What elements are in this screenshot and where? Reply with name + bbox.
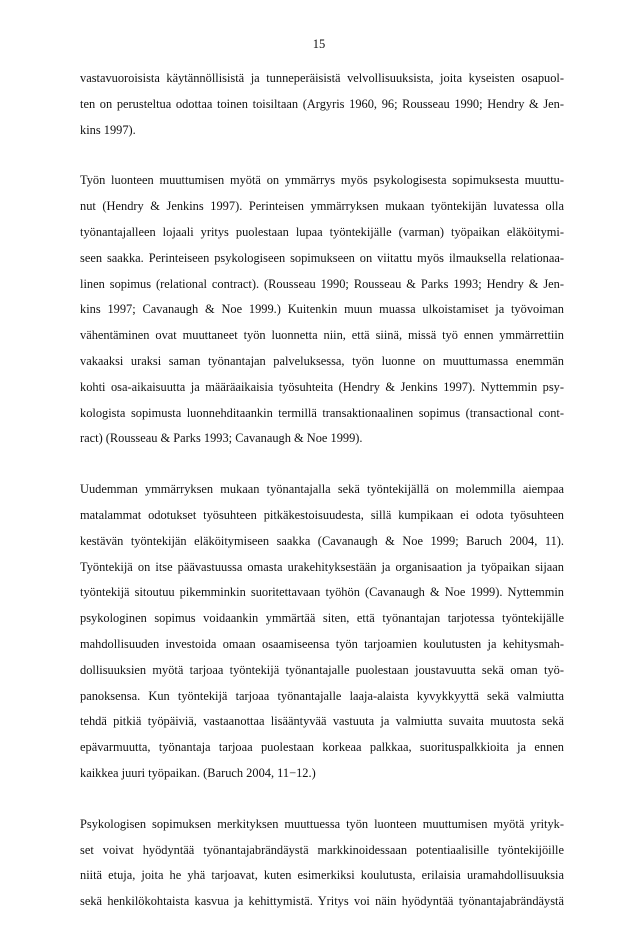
text-line: Psykologisen sopimuksen merkityksen muuttuessa työn luonteen muuttumisen myötä yrityk- bbox=[80, 816, 564, 831]
text-line: työntekijä sitoutuu pikemminkin suoritettavaan työhön (Cavanaugh & Noe 1999). Nyttemmin bbox=[80, 585, 564, 600]
text-line: vähentäminen ovat muuttaneet työn luonnetta niin, että siinä, missä työ ennen ymmärrettiin bbox=[80, 328, 564, 343]
text-line: kestävän työntekijän eläköitymiseen saakka (Cavanaugh & Noe 1999; Baruch 2004, 11). bbox=[80, 533, 564, 548]
text-line: työnantajalleen lojaali yritys puolestaan lupaa työntekijälle (varman) työpaikan eläköitymi- bbox=[80, 224, 564, 239]
text-line: nut (Hendry & Jenkins 1997). Perinteisen ymmärryksen mukaan työntekijän luvatessa olla bbox=[80, 199, 564, 214]
text-line: kins 1997; Cavanaugh & Noe 1999.) Kuitenkin muun muassa ulkoistamiset ja työvoiman bbox=[80, 302, 564, 317]
paragraph-3 bbox=[80, 477, 564, 787]
text-line: kins 1997). bbox=[80, 122, 136, 137]
text-line: mahdollisuuden investoida omaan osaamiseensa työn tarjoamien koulutusten ja kehitysmah- bbox=[80, 636, 564, 651]
text-line: Työntekijä on itse päävastuussa omasta urakehityksestään ja organisaation ja työpaikan sijaan bbox=[80, 559, 564, 574]
text-line: epävarmuutta, työnantaja tarjoaa puolestaan korkeaa palkkaa, suorituspalkkioita ja ennen bbox=[80, 740, 564, 755]
text-line: linen sopimus (relational contract). (Rousseau 1990; Rousseau & Parks 1993; Hendry & Jen- bbox=[80, 276, 564, 291]
text-line: ten on perusteltua odottaa toinen toisiltaan (Argyris 1960, 96; Rousseau 1990; Hendry & Jen- bbox=[80, 96, 564, 111]
text-line: set voivat hyödyntää työnantajabrändäystä markkinoidessaan potentiaalisille työntekijöille bbox=[80, 842, 564, 857]
text-line: psykologinen sopimus voidaankin ymmärtää siten, että työnantajan tarjotessa työntekijälle bbox=[80, 611, 564, 626]
text-line: ract) (Rousseau & Parks 1993; Cavanaugh & Noe 1999). bbox=[80, 431, 363, 446]
text-line: vakaaksi uraksi saman työnantajan palveluksessa, työn luonne on muuttumassa enemmän bbox=[80, 353, 564, 368]
text-line: kologista sopimusta luonnehditaankin termillä transaktionaalinen sopimus (transactional cont- bbox=[80, 405, 564, 420]
text-line: kohti osa-aikaisuutta ja määräaikaisia työsuhteita (Hendry & Jenkins 1997). Nyttemmin psy- bbox=[80, 379, 564, 394]
paragraph-2 bbox=[80, 168, 564, 452]
paragraph-1 bbox=[80, 66, 564, 143]
text-line: matalammat odotukset työsuhteen pitkäkestoisuudesta, sillä kumpikaan ei odota työsuhteen bbox=[80, 507, 564, 522]
text-line: Työn luonteen muuttumisen myötä on ymmärrys myös psykologisesta sopimuksesta muuttu- bbox=[80, 173, 564, 188]
paragraph-4 bbox=[80, 812, 564, 915]
text-line: dollisuuksien myötä tarjoaa työntekijä työnantajalle puolestaan joustavuutta sekä oman työ- bbox=[80, 662, 564, 677]
page-number: 15 bbox=[312, 37, 326, 51]
text-line: sekä henkilökohtaista kasvua ja kehittymistä. Yritys voi näin hyödyntää työnantajabrändäystä bbox=[80, 894, 564, 909]
text-line: tehdä pitkiä työpäiviä, vastaanottaa lisääntyvää vastuuta ja valmiutta suvaita muutosta sekä bbox=[80, 714, 564, 729]
text-line: panoksensa. Kun työntekijä tarjoaa työnantajalle laaja-alaista kyvykkyyttä sekä valmiutta bbox=[80, 688, 564, 703]
body-text bbox=[80, 66, 564, 940]
text-line: kaikkea juuri työpaikan. (Baruch 2004, 11−12.) bbox=[80, 765, 316, 780]
text-line: vastavuoroisista käytännöllisistä ja tunneperäisistä velvollisuuksista, joita kyseisten osapuol- bbox=[80, 71, 564, 85]
text-line: niitä etuja, joita he yhä tarjoavat, kuten esimerkiksi koulutusta, erilaisia uramahdollisuuksia bbox=[80, 868, 564, 883]
text-line: Uudemman ymmärryksen mukaan työnantajalla sekä työntekijällä on molemmilla aiempaa bbox=[80, 482, 564, 497]
text-line: seen saakka. Perinteiseen psykologiseen sopimukseen on viitattu myös ilmauksella relationaa- bbox=[80, 250, 564, 265]
